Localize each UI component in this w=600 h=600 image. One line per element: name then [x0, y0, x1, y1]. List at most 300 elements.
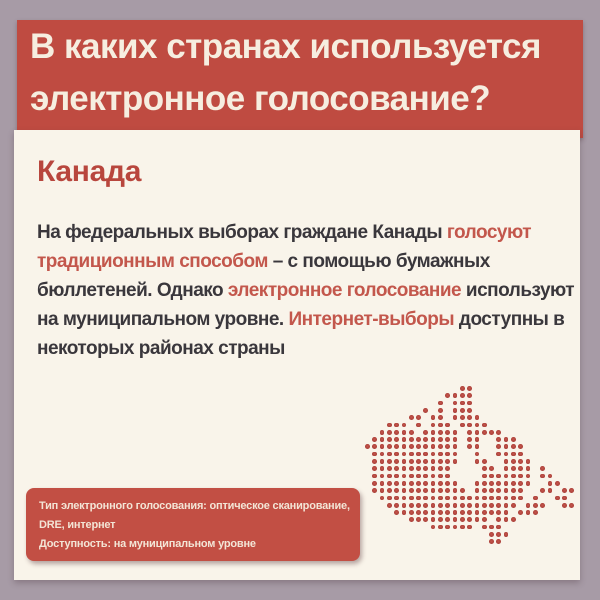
map-dot	[569, 503, 574, 508]
map-dot	[548, 481, 553, 486]
map-dot	[423, 466, 428, 471]
map-dot	[467, 496, 472, 501]
map-dot	[504, 452, 509, 457]
map-dot	[409, 452, 414, 457]
map-dot	[416, 466, 421, 471]
map-dot	[372, 437, 377, 442]
map-dot	[402, 503, 407, 508]
map-dot	[467, 423, 472, 428]
map-dot	[475, 437, 480, 442]
map-dot	[453, 503, 458, 508]
map-dot	[402, 430, 407, 435]
map-dot	[504, 466, 509, 471]
map-dot	[387, 430, 392, 435]
map-dot	[402, 459, 407, 464]
map-dot	[431, 459, 436, 464]
map-dot	[445, 496, 450, 501]
map-dot	[482, 466, 487, 471]
map-dot	[482, 510, 487, 515]
map-dot	[394, 481, 399, 486]
map-dot	[380, 437, 385, 442]
map-dot	[540, 474, 545, 479]
page-title-line-2: электронное голосование?	[30, 79, 491, 118]
map-dot	[438, 481, 443, 486]
footer-line: DRE, интернет	[39, 519, 116, 531]
map-dot	[387, 474, 392, 479]
map-dot	[423, 481, 428, 486]
map-dot	[518, 488, 523, 493]
map-dot	[402, 496, 407, 501]
map-dot	[540, 466, 545, 471]
map-dot	[423, 496, 428, 501]
header-banner	[17, 20, 583, 138]
map-dot	[467, 525, 472, 530]
map-dot	[445, 510, 450, 515]
map-dot	[460, 510, 465, 515]
map-dot	[438, 474, 443, 479]
map-dot	[489, 466, 494, 471]
footer-banner	[26, 488, 360, 561]
map-dot	[416, 415, 421, 420]
map-dot	[416, 452, 421, 457]
map-dot	[504, 437, 509, 442]
map-dot	[438, 444, 443, 449]
map-dot	[394, 437, 399, 442]
map-dot	[387, 444, 392, 449]
map-dot	[518, 474, 523, 479]
map-dot	[402, 474, 407, 479]
map-dot	[511, 474, 516, 479]
plain-text: на муниципальном уровне.	[37, 309, 289, 330]
map-dot	[504, 503, 509, 508]
accent-text: голосуют	[446, 222, 532, 243]
map-dot	[438, 503, 443, 508]
map-dot	[511, 481, 516, 486]
map-dot	[409, 444, 414, 449]
map-dot	[416, 474, 421, 479]
map-dot	[460, 517, 465, 522]
map-dot	[533, 510, 538, 515]
map-dot	[467, 386, 472, 391]
map-dot	[504, 459, 509, 464]
map-dot	[372, 474, 377, 479]
accent-text: традиционным способом	[37, 251, 268, 272]
map-dot	[402, 452, 407, 457]
map-dot	[372, 459, 377, 464]
map-dot	[511, 459, 516, 464]
map-dot	[380, 459, 385, 464]
map-dot	[416, 423, 421, 428]
map-dot	[402, 510, 407, 515]
map-dot	[453, 488, 458, 493]
content-card	[14, 130, 580, 580]
map-dot	[394, 496, 399, 501]
map-dot	[372, 452, 377, 457]
map-dot	[387, 503, 392, 508]
map-dot	[402, 488, 407, 493]
map-dot	[416, 444, 421, 449]
map-dot	[409, 430, 414, 435]
map-dot	[453, 430, 458, 435]
map-dot	[453, 437, 458, 442]
map-dot	[482, 503, 487, 508]
map-dot	[409, 488, 414, 493]
map-dot	[460, 503, 465, 508]
map-dot	[569, 488, 574, 493]
map-dot	[511, 488, 516, 493]
map-dot	[394, 488, 399, 493]
map-dot	[423, 510, 428, 515]
map-dot	[380, 488, 385, 493]
map-dot	[482, 517, 487, 522]
map-dot	[431, 481, 436, 486]
map-dot	[518, 481, 523, 486]
map-dot	[518, 496, 523, 501]
map-dot	[438, 525, 443, 530]
map-dot	[409, 496, 414, 501]
country-title: Канада	[37, 155, 142, 188]
map-dot	[445, 444, 450, 449]
map-dot	[453, 452, 458, 457]
map-dot	[511, 503, 516, 508]
map-dot	[475, 415, 480, 420]
map-dot	[416, 517, 421, 522]
map-dot	[518, 459, 523, 464]
map-dot	[548, 488, 553, 493]
map-dot	[380, 452, 385, 457]
map-dot	[416, 481, 421, 486]
map-dot	[431, 437, 436, 442]
map-dot	[394, 423, 399, 428]
map-dot	[526, 474, 531, 479]
plain-text: – с помощью бумажных	[267, 251, 490, 272]
map-dot	[453, 510, 458, 515]
map-dot	[496, 430, 501, 435]
map-dot	[365, 444, 370, 449]
map-dot	[467, 517, 472, 522]
plain-text: доступны в	[454, 309, 565, 330]
map-dot	[482, 488, 487, 493]
map-dot	[482, 496, 487, 501]
map-dot	[467, 437, 472, 442]
map-dot	[438, 408, 443, 413]
map-dot	[431, 488, 436, 493]
map-dot	[526, 459, 531, 464]
map-dot	[526, 481, 531, 486]
accent-text: Интернет-выборы	[288, 309, 455, 330]
map-dot	[460, 525, 465, 530]
map-dot	[475, 517, 480, 522]
map-dot	[467, 415, 472, 420]
map-dot	[467, 393, 472, 398]
map-dot	[555, 481, 560, 486]
map-dot	[489, 525, 494, 530]
map-dot	[489, 496, 494, 501]
map-dot	[431, 466, 436, 471]
map-dot	[409, 437, 414, 442]
map-dot	[518, 466, 523, 471]
map-dot	[372, 466, 377, 471]
map-dot	[431, 474, 436, 479]
map-dot	[562, 503, 567, 508]
map-dot	[409, 517, 414, 522]
map-dot	[518, 452, 523, 457]
map-dot	[416, 437, 421, 442]
map-dot	[504, 510, 509, 515]
map-dot	[431, 525, 436, 530]
map-dot	[453, 415, 458, 420]
map-dot	[460, 386, 465, 391]
map-dot	[431, 444, 436, 449]
map-dot	[496, 510, 501, 515]
map-dot	[423, 459, 428, 464]
map-dot	[489, 474, 494, 479]
map-dot	[394, 430, 399, 435]
map-dot	[423, 474, 428, 479]
map-dot	[387, 459, 392, 464]
page-title-line-1: В каких странах используется	[30, 27, 541, 66]
map-dot	[438, 488, 443, 493]
map-dot	[460, 423, 465, 428]
map-dot	[482, 474, 487, 479]
map-dot	[387, 466, 392, 471]
map-dot	[431, 430, 436, 435]
map-dot	[372, 481, 377, 486]
map-dot	[511, 444, 516, 449]
map-dot	[496, 532, 501, 537]
map-dot	[431, 496, 436, 501]
map-dot	[445, 503, 450, 508]
map-dot	[467, 444, 472, 449]
footer-line: Доступность: на муниципальном уровне	[39, 538, 256, 550]
map-dot	[467, 430, 472, 435]
map-dot	[475, 444, 480, 449]
map-dot	[496, 503, 501, 508]
map-dot	[445, 517, 450, 522]
plain-text: некоторых районах страны	[37, 338, 285, 359]
map-dot	[438, 430, 443, 435]
map-dot	[504, 481, 509, 486]
map-dot	[409, 415, 414, 420]
map-dot	[475, 488, 480, 493]
map-dot	[402, 423, 407, 428]
map-dot	[467, 510, 472, 515]
map-dot	[394, 466, 399, 471]
map-dot	[504, 532, 509, 537]
map-dot	[496, 517, 501, 522]
map-dot	[475, 503, 480, 508]
map-dot	[504, 488, 509, 493]
map-dot	[423, 430, 428, 435]
map-dot	[431, 415, 436, 420]
map-dot	[445, 452, 450, 457]
plain-text: бюллетеней. Однако	[37, 280, 228, 301]
map-dot	[394, 503, 399, 508]
map-dot	[453, 525, 458, 530]
map-dot	[496, 474, 501, 479]
map-dot	[533, 503, 538, 508]
map-dot	[467, 408, 472, 413]
map-dot	[482, 525, 487, 530]
map-dot	[423, 452, 428, 457]
map-dot	[504, 474, 509, 479]
map-dot	[431, 452, 436, 457]
map-dot	[453, 444, 458, 449]
map-dot	[475, 481, 480, 486]
map-dot	[438, 452, 443, 457]
map-dot	[445, 459, 450, 464]
map-dot	[496, 496, 501, 501]
map-dot	[402, 481, 407, 486]
map-dot	[496, 452, 501, 457]
map-dot	[548, 474, 553, 479]
map-dot	[409, 459, 414, 464]
map-dot	[489, 539, 494, 544]
map-dot	[423, 503, 428, 508]
map-dot	[511, 466, 516, 471]
map-dot	[533, 496, 538, 501]
map-dot	[380, 430, 385, 435]
map-dot	[504, 496, 509, 501]
map-dot	[489, 430, 494, 435]
map-dot	[453, 393, 458, 398]
map-dot	[431, 503, 436, 508]
map-dot	[402, 466, 407, 471]
map-dot	[496, 444, 501, 449]
map-dot	[438, 401, 443, 406]
map-dot	[453, 401, 458, 406]
map-dot	[445, 474, 450, 479]
map-dot	[445, 423, 450, 428]
map-dot	[445, 466, 450, 471]
map-dot	[402, 437, 407, 442]
map-dot	[511, 452, 516, 457]
map-dot	[475, 423, 480, 428]
map-dot	[394, 444, 399, 449]
map-dot	[475, 452, 480, 457]
map-dot	[518, 510, 523, 515]
page-title	[30, 21, 541, 125]
map-dot	[460, 401, 465, 406]
map-dot	[431, 517, 436, 522]
map-dot	[402, 444, 407, 449]
map-dot	[562, 496, 567, 501]
map-dot	[460, 415, 465, 420]
map-dot	[438, 437, 443, 442]
map-dot	[489, 503, 494, 508]
map-dot	[438, 510, 443, 515]
map-dot	[518, 444, 523, 449]
map-dot	[416, 496, 421, 501]
map-dot	[453, 459, 458, 464]
map-dot	[438, 466, 443, 471]
map-dot	[380, 474, 385, 479]
map-dot	[482, 423, 487, 428]
map-dot	[460, 408, 465, 413]
map-dot	[482, 430, 487, 435]
map-dot	[526, 510, 531, 515]
map-dot	[445, 393, 450, 398]
map-dot	[423, 444, 428, 449]
map-dot	[438, 423, 443, 428]
map-dot	[460, 393, 465, 398]
map-dot	[496, 488, 501, 493]
map-dot	[438, 459, 443, 464]
map-dot	[387, 423, 392, 428]
plain-text: используют	[461, 280, 575, 301]
map-dot	[387, 481, 392, 486]
map-dot	[409, 481, 414, 486]
footer-text-block	[39, 497, 360, 554]
map-dot	[453, 481, 458, 486]
map-dot	[526, 466, 531, 471]
map-dot	[409, 474, 414, 479]
map-dot	[380, 466, 385, 471]
map-dot	[416, 488, 421, 493]
map-dot	[504, 517, 509, 522]
map-dot	[511, 496, 516, 501]
map-dot	[526, 503, 531, 508]
map-dot	[453, 496, 458, 501]
map-dot	[380, 444, 385, 449]
map-dot	[489, 510, 494, 515]
map-dot	[380, 481, 385, 486]
map-dot	[409, 510, 414, 515]
map-dot	[423, 437, 428, 442]
map-dot	[394, 474, 399, 479]
map-dot	[540, 503, 545, 508]
map-dot	[423, 517, 428, 522]
map-dot	[416, 459, 421, 464]
map-dot	[387, 452, 392, 457]
map-dot	[460, 488, 465, 493]
map-dot	[394, 510, 399, 515]
map-dot	[540, 488, 545, 493]
map-dot	[475, 459, 480, 464]
map-dot	[387, 488, 392, 493]
map-dot	[445, 481, 450, 486]
map-dot	[475, 510, 480, 515]
map-dot	[416, 503, 421, 508]
map-dot	[453, 517, 458, 522]
map-dot	[438, 517, 443, 522]
map-dot	[409, 466, 414, 471]
map-dot	[423, 408, 428, 413]
map-dot	[372, 488, 377, 493]
map-dot	[380, 496, 385, 501]
map-dot	[445, 488, 450, 493]
accent-text: электронное голосование	[227, 280, 462, 301]
map-dot	[438, 496, 443, 501]
map-dot	[387, 437, 392, 442]
map-dot	[496, 525, 501, 530]
map-dot	[423, 488, 428, 493]
map-dot	[475, 430, 480, 435]
map-dot	[475, 496, 480, 501]
map-dot	[489, 481, 494, 486]
map-dot	[555, 496, 560, 501]
map-dot	[489, 488, 494, 493]
map-dot	[372, 444, 377, 449]
map-dot	[496, 539, 501, 544]
map-dot	[416, 510, 421, 515]
map-dot	[387, 496, 392, 501]
map-dot	[511, 517, 516, 522]
map-dot	[394, 452, 399, 457]
map-dot	[467, 503, 472, 508]
map-dot	[409, 503, 414, 508]
map-dot	[460, 496, 465, 501]
